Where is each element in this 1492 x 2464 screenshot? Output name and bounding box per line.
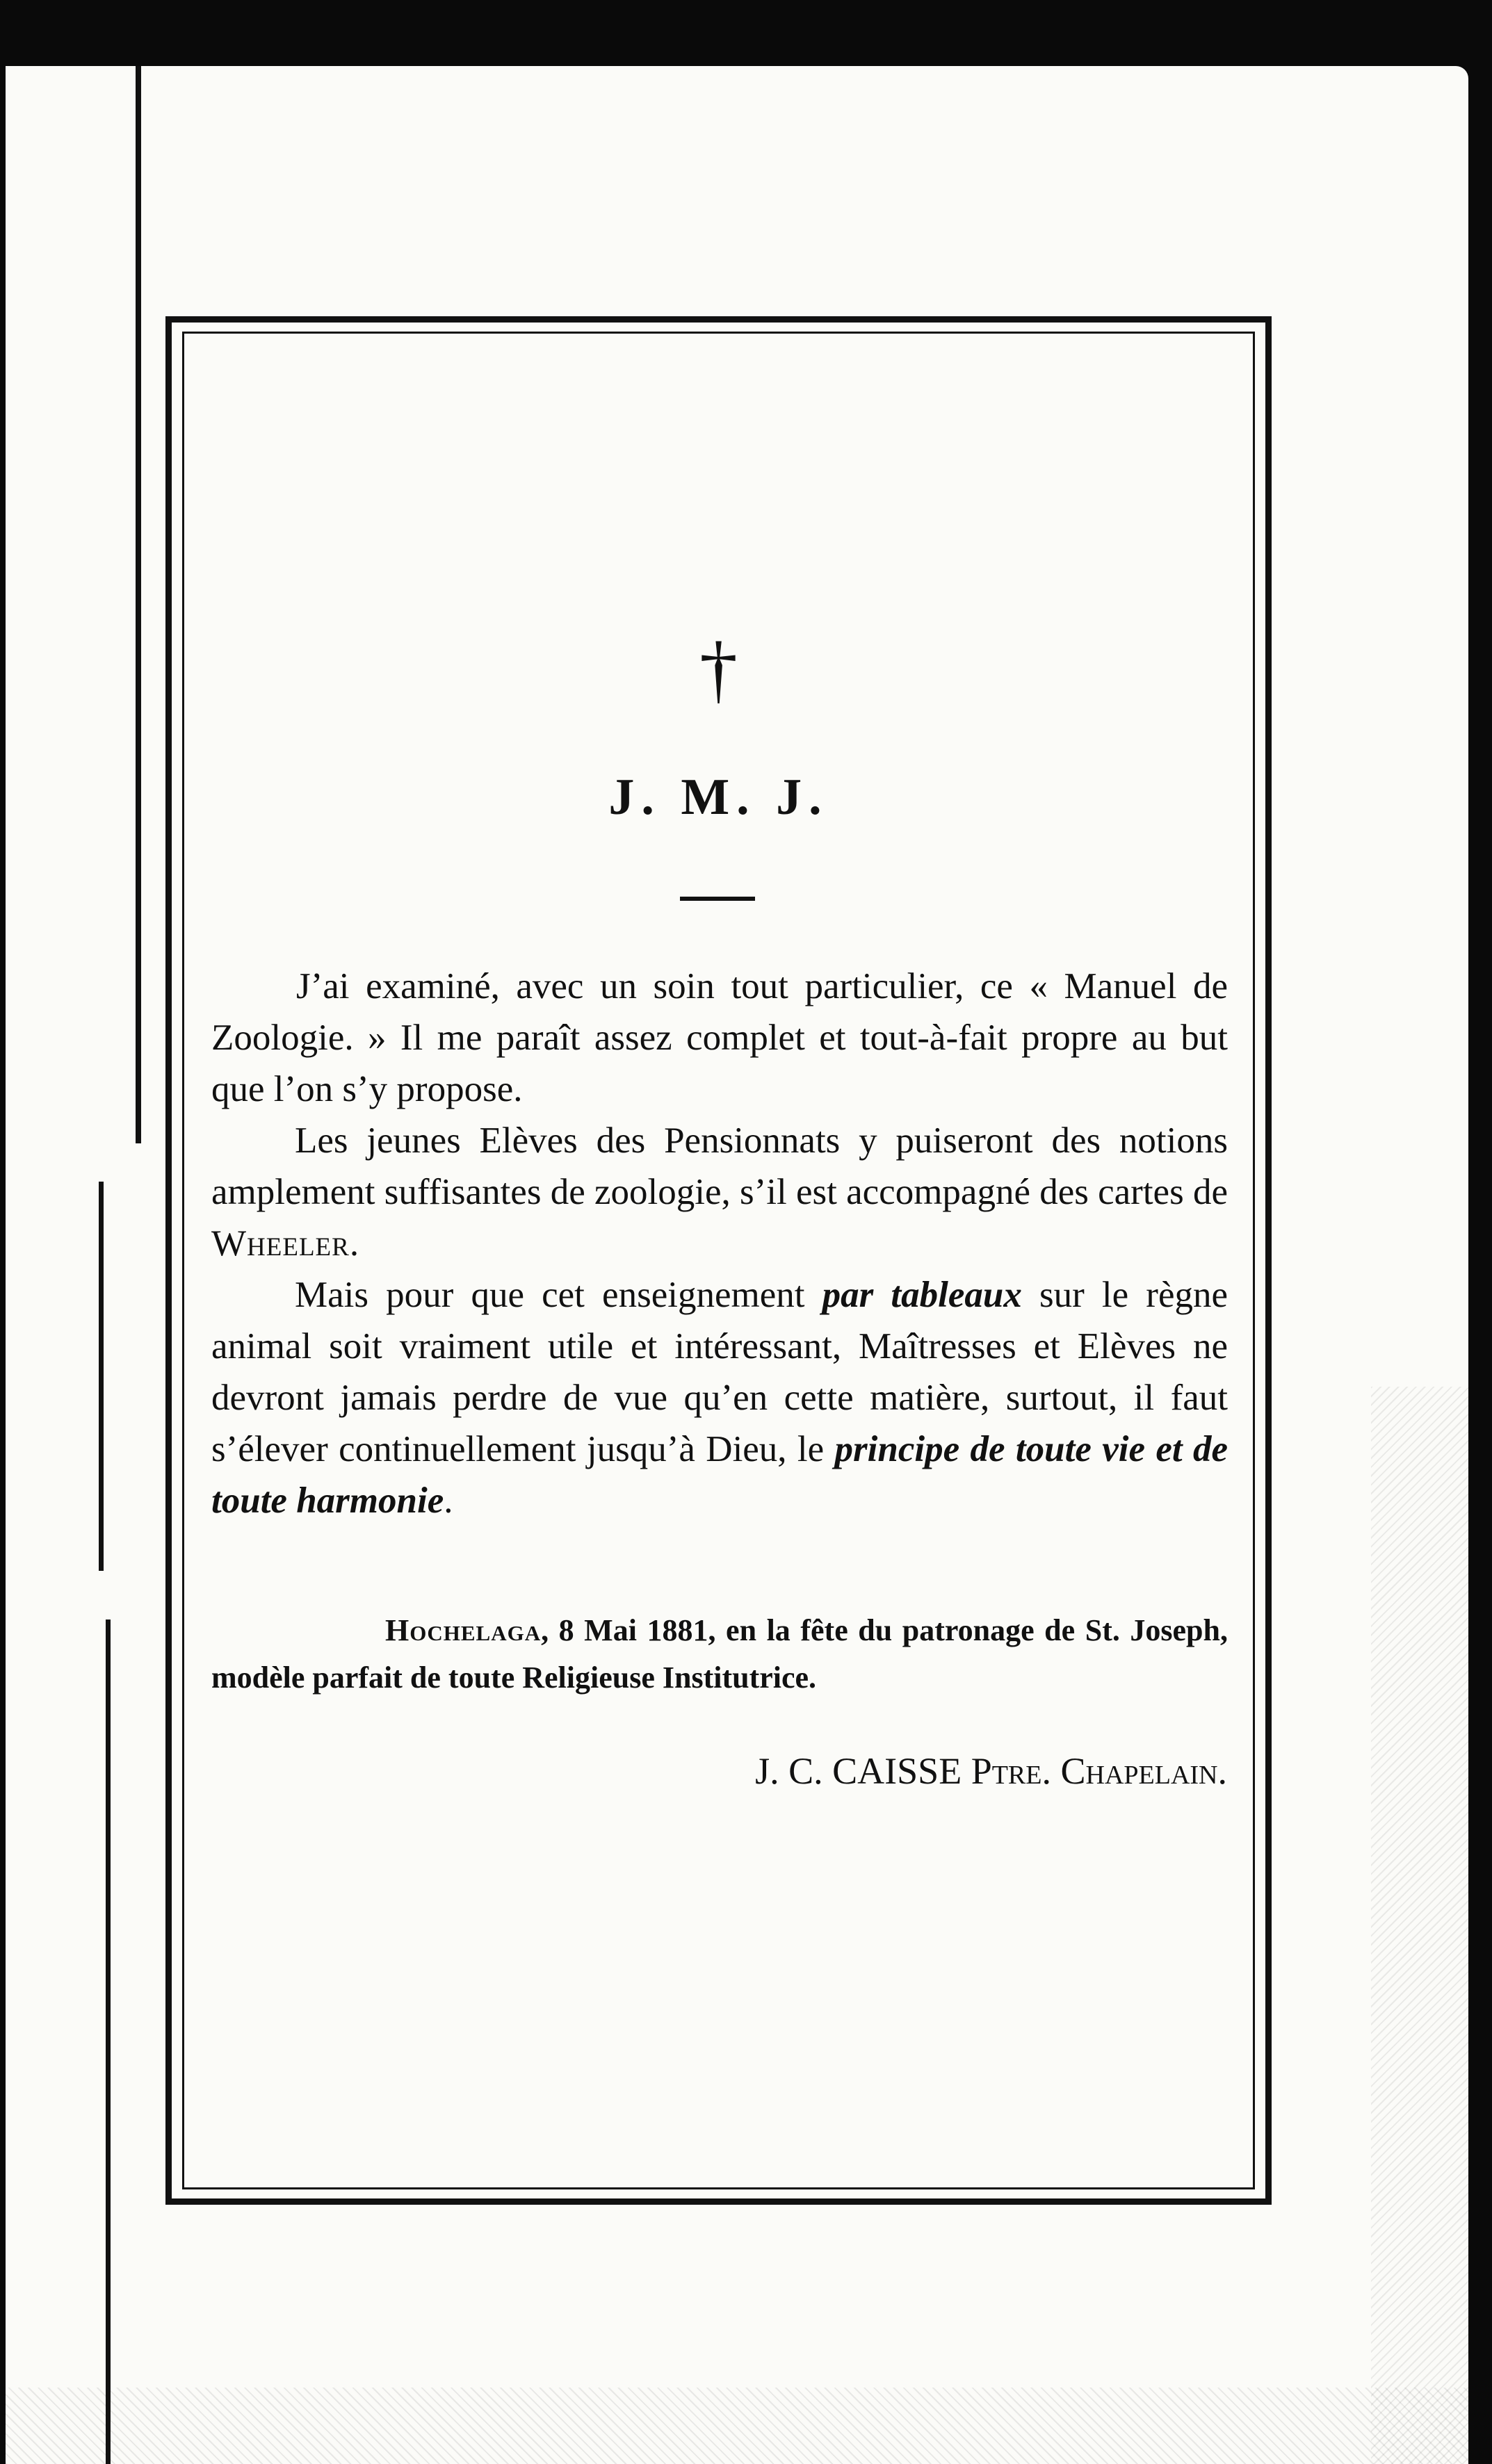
dateline-place: Hochelaga xyxy=(385,1613,542,1647)
approval-text-block xyxy=(182,332,1255,2189)
signature-title: Ptre. xyxy=(971,1750,1051,1792)
paragraph-2-end: . xyxy=(349,1223,359,1264)
paragraph-1: J’ai examiné, avec un soin tout particulier, ce « Manuel de Zoologie. » Il me paraît assez complet et tout-à-fait propre au but que l’on s’y propose. xyxy=(211,966,1228,1109)
emphasis-par-tableaux: par tableaux xyxy=(822,1275,1022,1315)
binding-line-top xyxy=(136,66,141,1143)
dateline xyxy=(211,1607,1228,1702)
binding-line-upper xyxy=(99,1182,104,1571)
emphasis-principe: principe de toute vie et de toute harmonie xyxy=(211,1429,1228,1521)
paragraph-3 xyxy=(211,1269,1228,1526)
dateline-text: , 8 Mai 1881, en la fête du patronage de St. Joseph, modèle parfait de toute Religieuse Institutrice. xyxy=(211,1613,1228,1695)
cross-symbol: † xyxy=(699,626,738,711)
paragraph-3-mid: sur le règne animal soit vraiment utile et intéressant, Maîtresses et Elèves ne devront jamais perdre de vue qu’en cette matière, surtout, il faut s’élever continuellement jusqu’à Dieu, le xyxy=(211,1275,1228,1469)
monogram-heading: J. M. J. xyxy=(608,769,829,826)
paragraph-3-end: . xyxy=(444,1480,453,1521)
binding-line-lower xyxy=(106,1619,111,2464)
signature-role: Chapelain. xyxy=(1051,1750,1227,1792)
signature xyxy=(755,1749,1227,1793)
page-edge-noise-bottom xyxy=(6,2388,1468,2464)
signature-name: J. C. CAISSE xyxy=(755,1750,971,1792)
paragraph-2-text: Les jeunes Elèves des Pensionnats y puiseront des notions amplement suffisantes de zoologie, s’il est accompagné des cartes de xyxy=(211,1120,1228,1212)
approval-body xyxy=(211,961,1228,1526)
paragraph-3-start: Mais pour que cet enseignement xyxy=(295,1275,822,1315)
page-edge-noise-right xyxy=(1371,1387,1468,2464)
heading-rule xyxy=(680,897,755,901)
wheeler-name: Wheeler xyxy=(211,1223,350,1264)
dateline-paragraph xyxy=(211,1607,1228,1702)
paragraph-2 xyxy=(211,1115,1228,1269)
